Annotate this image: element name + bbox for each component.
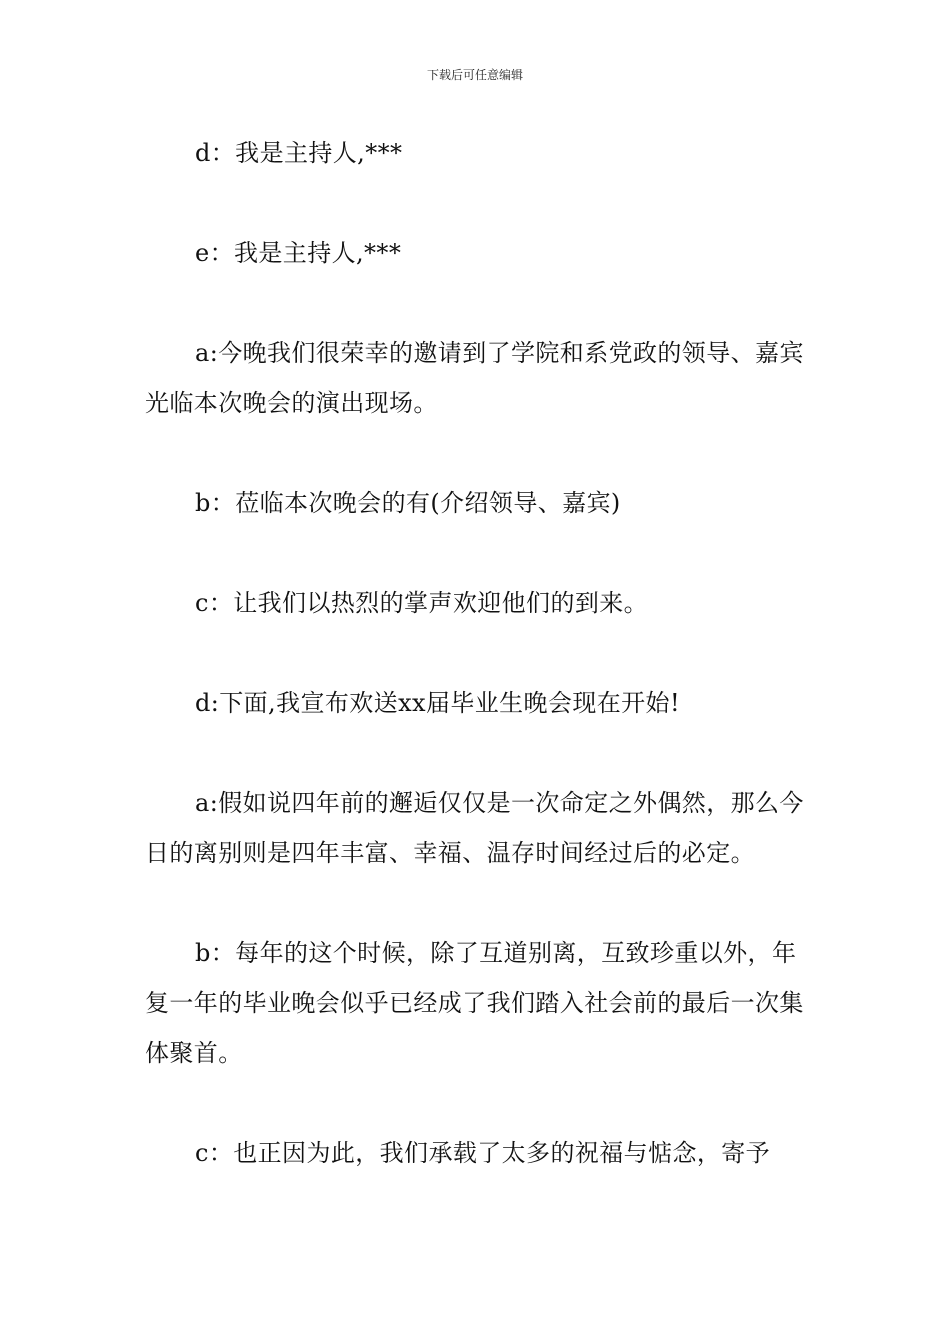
paragraph-applause: c：让我们以热烈的掌声欢迎他们的到来。 [195,589,649,617]
paragraph-welcome-guests: a:今晚我们很荣幸的邀请到了学院和系党政的领导、嘉宾光临本次晚会的演出现场。 [145,339,804,417]
paragraph-gathering: b：每年的这个时候，除了互道别离，互致珍重以外，年复一年的毕业晚会似乎已经成了我们踏入社会前的最后一次集体聚首。 [145,939,804,1067]
paragraph-blessings: c：也正因为此，我们承载了太多的祝福与惦念，寄予 [195,1139,771,1167]
paragraph-introduce-guests: b：莅临本次晚会的有(介绍领导、嘉宾) [195,489,621,517]
paragraph-host-d-intro: d：我是主持人,*** [195,139,403,167]
document-body [145,128,809,1178]
page-header: 下载后可任意编辑 [426,68,523,82]
paragraph-farewell: a:假如说四年前的邂逅仅仅是一次命定之外偶然，那么今日的离别则是四年丰富、幸福、温存时间经过后的必定。 [145,789,804,867]
paragraph-host-e-intro: e：我是主持人,*** [195,239,402,267]
paragraph-opening: d:下面,我宣布欢送xx届毕业生晚会现在开始! [195,689,680,717]
